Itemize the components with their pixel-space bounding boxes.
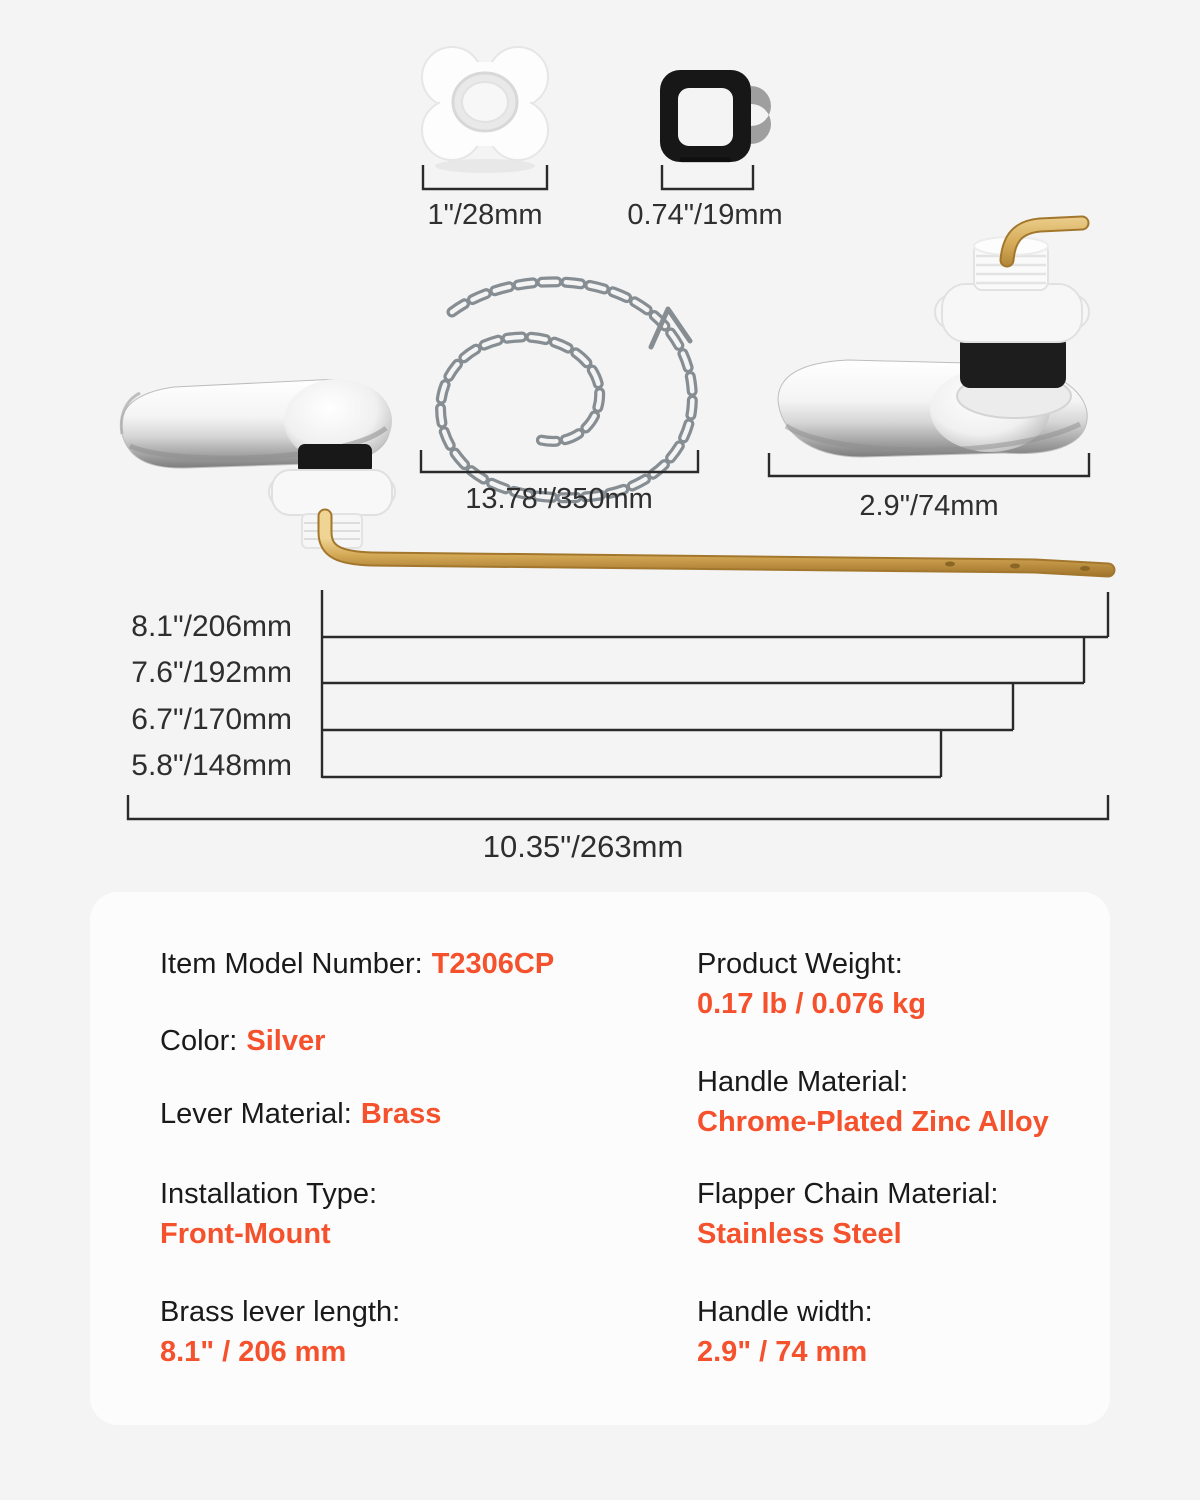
- spec-label: Lever Material:: [160, 1098, 352, 1130]
- spec-item-handle-material: [697, 1062, 1049, 1142]
- flapper-chain-illustration: [441, 282, 693, 498]
- lever-length-label-4: 5.8"/148mm: [131, 749, 292, 782]
- lever-dim-3: [322, 683, 1013, 730]
- lever-length-label-1: 8.1"/206mm: [131, 610, 292, 643]
- spec-label: Product Weight:: [697, 948, 903, 980]
- bracket-handle: [769, 453, 1089, 476]
- bracket-gasket: [662, 165, 753, 189]
- spec-label: Item Model Number:: [160, 948, 423, 980]
- spec-item-handle-width: [697, 1292, 873, 1372]
- gasket-illustration: [660, 70, 771, 162]
- spec-label: Flapper Chain Material:: [697, 1178, 999, 1210]
- spec-value: 2.9" / 74 mm: [697, 1336, 868, 1368]
- spec-item-lever-material: [160, 1094, 441, 1134]
- lever-dim-4: [322, 730, 941, 777]
- chain-dimension-label: 13.78"/350mm: [465, 483, 653, 515]
- lever-length-label-3: 6.7"/170mm: [131, 703, 292, 736]
- spec-label: Installation Type:: [160, 1178, 378, 1210]
- handle-assembly-illustration: [778, 223, 1089, 457]
- spec-value: T2306CP: [431, 948, 555, 980]
- spec-value: Chrome-Plated Zinc Alloy: [697, 1106, 1049, 1138]
- overall-width-label: 10.35"/263mm: [482, 829, 684, 864]
- lever-length-label-2: 7.6"/192mm: [131, 656, 292, 689]
- spec-item-product-weight: [697, 944, 926, 1024]
- spec-item-brass-lever-length: [160, 1292, 400, 1372]
- spec-label: Brass lever length:: [160, 1296, 401, 1328]
- spec-label: Handle width:: [697, 1296, 873, 1328]
- spec-value: Front-Mount: [160, 1218, 331, 1250]
- spec-label: Color:: [160, 1025, 238, 1057]
- handle-dimension-label: 2.9"/74mm: [859, 490, 999, 522]
- spec-label: Handle Material:: [697, 1066, 909, 1098]
- spec-item-installation-type: [160, 1174, 377, 1254]
- mounting-nut-illustration: [422, 47, 548, 173]
- spec-value: 8.1" / 206 mm: [160, 1336, 347, 1368]
- spec-value: Brass: [360, 1098, 442, 1130]
- bracket-overall: [128, 795, 1108, 819]
- spec-item-flapper-chain-material: [697, 1174, 998, 1254]
- spec-value: Silver: [246, 1025, 326, 1057]
- spec-value: Stainless Steel: [697, 1218, 902, 1250]
- gasket-dimension-label: 0.74"/19mm: [627, 199, 783, 231]
- mounting-nut-dimension-label: 1"/28mm: [427, 199, 543, 231]
- spec-card: [90, 892, 1110, 1425]
- spec-item-model-number: [160, 944, 554, 984]
- spec-value: 0.17 lb / 0.076 kg: [697, 988, 926, 1020]
- lever-dim-2: [322, 637, 1084, 683]
- spec-item-color: [160, 1021, 325, 1061]
- lever-dim-1: [322, 592, 1108, 637]
